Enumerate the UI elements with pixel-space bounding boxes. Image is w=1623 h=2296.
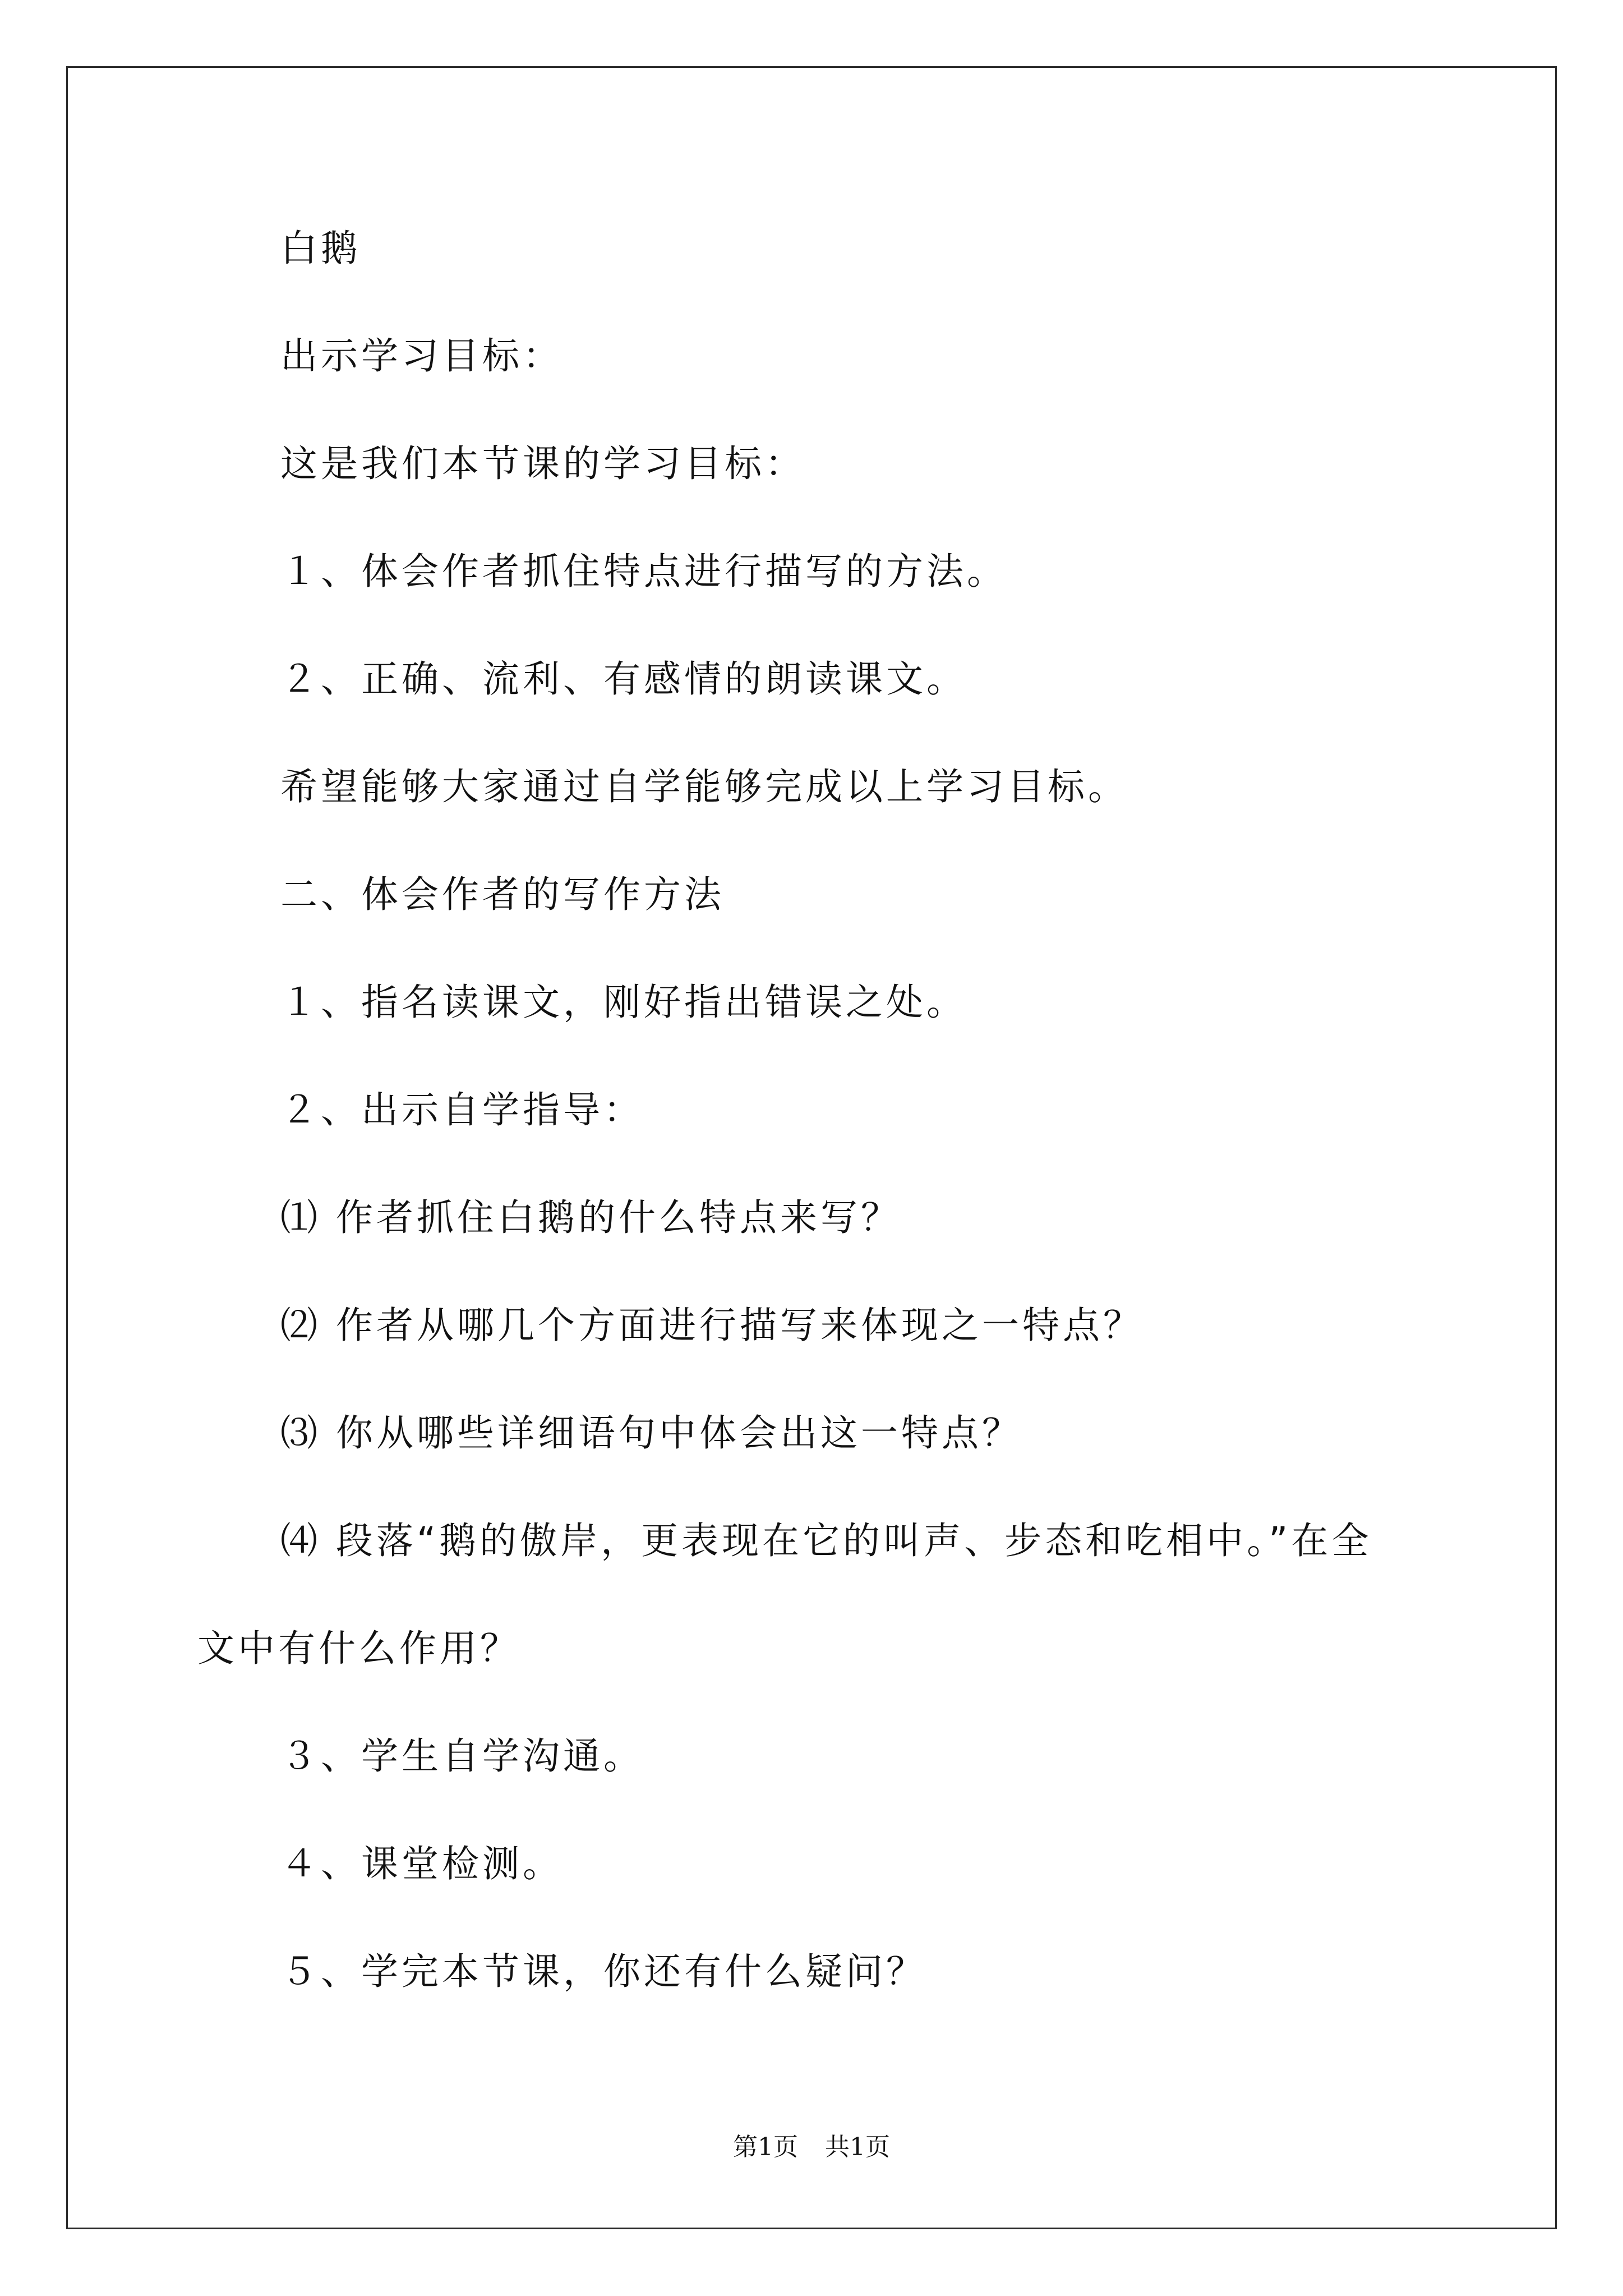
paragraph-line: １、指名读课文，刚好指出错误之处。 — [280, 981, 967, 1024]
paragraph-line: ⑵ 作者从哪几个方面进行描写来体现之一特点？ — [280, 1304, 1144, 1347]
paragraph-line-continued: 文中有什么作用？ — [197, 1627, 520, 1670]
paragraph-line: ２、出示自学指导： — [280, 1088, 644, 1131]
paragraph-line: ⑴ 作者抓住白鹅的什么特点来写？ — [280, 1196, 901, 1239]
paragraph-line: ４、课堂检测。 — [280, 1842, 563, 1885]
total-pages-label: 共1页 — [825, 2133, 890, 2161]
paragraph-line: 这是我们本节课的学习目标： — [280, 442, 805, 485]
page-footer — [0, 2135, 1623, 2160]
paragraph-line: 出示学习目标： — [280, 334, 563, 378]
paragraph-line: １、体会作者抓住特点进行描写的方法。 — [280, 550, 1007, 593]
paragraph-line: ３、学生自学沟通。 — [280, 1734, 644, 1778]
paragraph-line: ５、学完本节课，你还有什么疑问？ — [280, 1950, 926, 1993]
paragraph-line: ２、正确、流利、有感情的朗读课文。 — [280, 657, 967, 701]
paragraph-line: ⑷ 段落“鹅的傲岸，更表现在它的叫声、步态和吃相中。”在全 — [280, 1519, 1372, 1562]
paragraph-line: ⑶ 你从哪些详细语句中体会出这一特点？ — [280, 1411, 1022, 1455]
document-title: 白鹅 — [280, 227, 361, 270]
current-page-label: 第1页 — [733, 2133, 798, 2161]
paragraph-line: 希望能够大家通过自学能够完成以上学习目标。 — [280, 765, 1128, 808]
section-heading: 二、体会作者的写作方法 — [280, 873, 725, 916]
page-border — [66, 66, 1557, 2229]
